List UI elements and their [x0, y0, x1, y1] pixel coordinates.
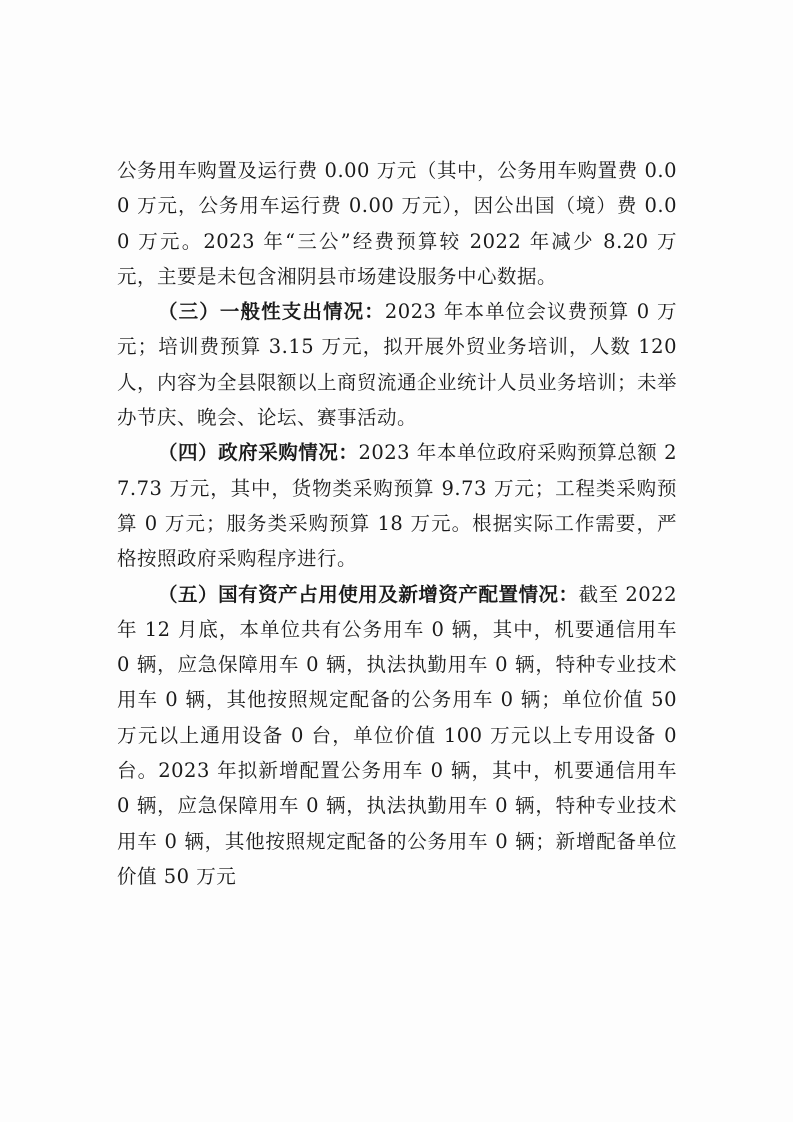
paragraph-text: 2023 年本单位会议费预算 0 万元；培训费预算 3.15 万元，拟开展外贸业务培训，人数 120 人，内容为全县限额以上商贸流通企业统计人员业务培训；未举办节庆、晚会、论坛、赛事活动。 — [117, 300, 678, 430]
paragraph-text: 2023 年本单位政府采购预算总额 27.73 万元，其中，货物类采购预算 9.73 万元；工程类采购预算 0 万元；服务类采购预算 18 万元。根据实际工作需要，严格按照政府采购程序进行。 — [117, 441, 677, 571]
document-body — [117, 153, 677, 894]
section-heading-state-assets: （五）国有资产占用使用及新增资产配置情况： — [158, 582, 579, 606]
section-heading-government-procurement: （四）政府采购情况： — [158, 441, 359, 465]
paragraph-general-expenditure — [117, 294, 677, 435]
paragraph-government-procurement — [117, 435, 677, 576]
paragraph-text: 截至 2022 年 12 月底，本单位共有公务用车 0 辆，其中，机要通信用车 0 辆，应急保障用车 0 辆，执法执勤用车 0 辆，特种专业技术用车 0 辆，其他按照规定配备的公务用车 0 辆；单位价值 50 万元以上通用设备 0 台，单位价值 100 万元以上专用设备 0 台。2023 年拟新增配置公务用车 0 辆，其中，机要通信用车 0 辆，应急保障用车 0 辆，执法执勤用车 0 辆，特种专业技术用车 0 辆，其他按照规定配备的公务用车 0 辆；新增配备单位价值 50 万元 — [117, 582, 677, 888]
paragraph-public-vehicle-costs — [117, 153, 677, 294]
paragraph-text: 公务用车购置及运行费 0.00 万元（其中，公务用车购置费 0.00 万元，公务用车运行费 0.00 万元），因公出国（境）费 0.00 万元。2023 年“三公”经费预算较 2022 年减少 8.20 万元，主要是未包含湘阴县市场建设服务中心数据。 — [117, 159, 677, 288]
paragraph-state-assets — [117, 577, 677, 895]
section-heading-general-expenditure: （三）一般性支出情况： — [158, 300, 385, 324]
